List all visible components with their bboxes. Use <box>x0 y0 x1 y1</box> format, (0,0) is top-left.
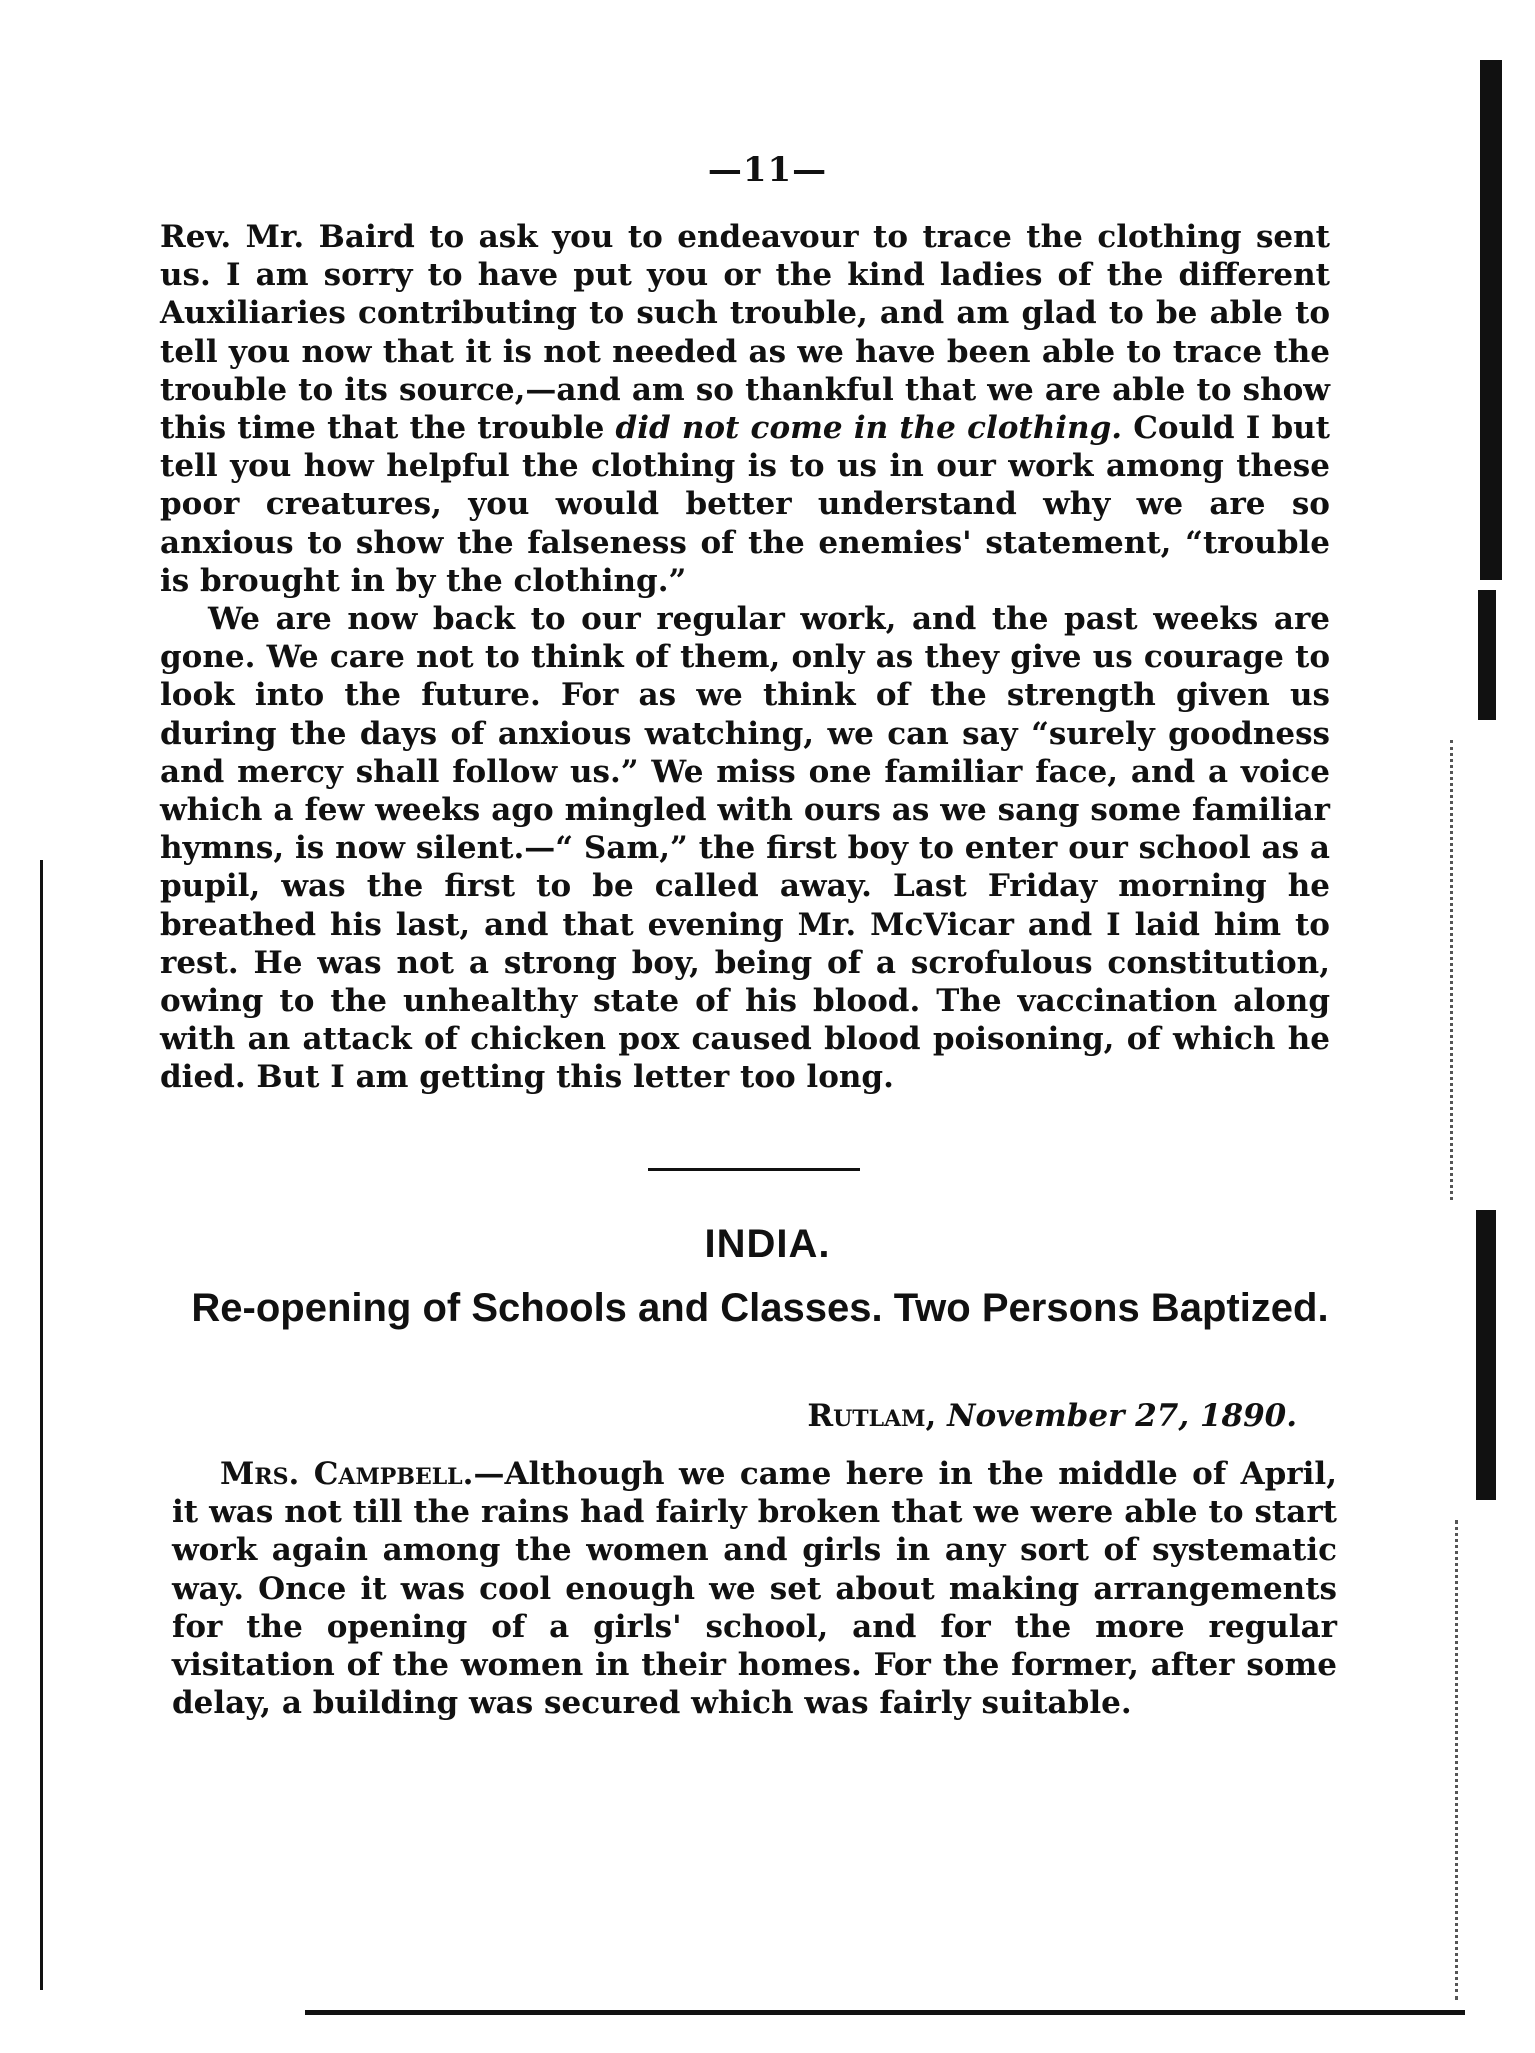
section-body <box>172 1455 1337 1722</box>
scan-edge-right-lower <box>1476 1210 1496 1500</box>
scan-edge-right-middle <box>1478 590 1496 720</box>
scan-edge-right-upper <box>1480 60 1502 580</box>
letter-paragraph-1-italic: did not come in the clothing. <box>615 410 1123 447</box>
scan-edge-bottom <box>305 2010 1465 2015</box>
section-body-text: —Although we came here in the middle of April, it was not till the rains had fairly broken that we were able to start work again among the women and girls in any sort of systematic way. Once it was cool enough we set about making arrangements for the opening of a girls' school, and for the more regular visitation of the women in their homes. For the former, after some delay, a building was secured which was fairly suitable. <box>172 1456 1337 1722</box>
letter-paragraph-2 <box>160 600 1330 1097</box>
section-subtitle: Re-opening of Schools and Classes. Two Persons Baptized. <box>191 1286 1329 1330</box>
scan-edge-left <box>40 860 43 1990</box>
dateline-date: November 27, 1890. <box>947 1398 1297 1434</box>
section-paragraph <box>172 1455 1337 1722</box>
dateline <box>807 1398 1297 1434</box>
letter-text <box>160 218 1330 1097</box>
section-title: INDIA. <box>704 1222 831 1266</box>
letter-paragraph-1-part-1: Rev. Mr. Baird to ask you to endeavour to trace the clothing sent us. I am sorry to have put you or the kind ladies of the different Auxiliaries contributing to such trouble, and am glad to be able to tell you now that it is not needed as we have been able to trace the trouble to its source,—and am so thankful that we are able to show this time that the trouble <box>160 219 1330 447</box>
page-number: —11— <box>707 150 828 190</box>
letter-paragraph-1-part-2: Could I but tell you how helpful the clothing is to us in our work among these poor creatures, you would better understand why we are so anxious to show the falseness of the enemies' statement, “trouble is brought in by the clothing.” <box>160 410 1330 599</box>
scan-edge-dots-2 <box>1455 1520 1488 2000</box>
speaker-name: Mrs. Campbell. <box>220 1456 474 1492</box>
letter-paragraph-1 <box>160 218 1330 600</box>
dateline-place: Rutlam, <box>807 1398 937 1434</box>
scan-edge-dots-1 <box>1450 740 1483 1200</box>
letter-paragraph-2-text: We are now back to our regular work, and the past weeks are gone. We care not to think of them, only as they give us courage to look into the future. For as we think of the strength given us during the days of anxious watching, we can say “surely goodness and mercy shall follow us.” We miss one familiar face, and a voice which a few weeks ago mingled with ours as we sang some familiar hymns, is now silent.—“ Sam,” the first boy to enter our school as a pupil, was the first to be called away. Last Friday morning he breathed his last, and that evening Mr. McVicar and I laid him to rest. He was not a strong boy, being of a scrofulous constitution, owing to the unhealthy state of his blood. The vaccination along with an attack of chicken pox caused blood poisoning, of which he died. But I am getting this letter too long. <box>160 601 1330 1096</box>
section-divider <box>648 1168 860 1171</box>
